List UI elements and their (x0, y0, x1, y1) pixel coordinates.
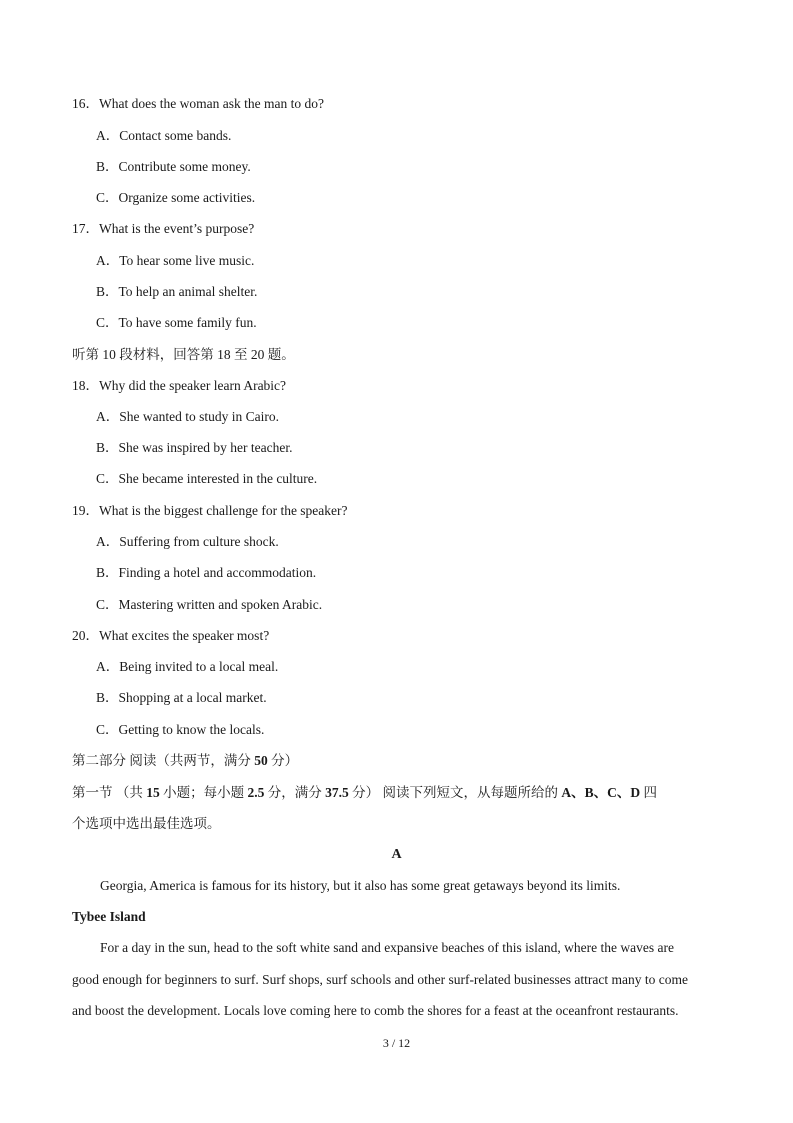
question-16-option-a: A．Contact some bands. (96, 128, 232, 143)
question-20-option-a: A．Being invited to a local meal. (96, 659, 279, 674)
section-one-heading-line2: 个选项中选出最佳选项。 (72, 816, 221, 831)
passage-heading: A (391, 847, 402, 862)
question-20-option-b: B．Shopping at a local market. (96, 690, 267, 705)
passage-paragraph-line-3: and boost the development. Locals love coming here to comb the shores for a feast at the oceanfront restaurants. (72, 1003, 679, 1018)
question-18-stem: 18．Why did the speaker learn Arabic? (72, 378, 287, 393)
passage-paragraph-line-2: good enough for beginners to surf. Surf shops, surf schools and other surf-related businesses attract many to come (72, 972, 688, 987)
question-19-stem: 19．What is the biggest challenge for the speaker? (72, 503, 348, 518)
page-number: 3 / 12 (382, 1036, 411, 1050)
section-one-total: 37.5 (325, 785, 349, 800)
part-two-title-a: 第二部分 阅读（共两节，满分 (72, 753, 255, 768)
question-16-option-c: C．Organize some activities. (96, 190, 256, 205)
question-20-option-c: C．Getting to know the locals. (96, 722, 265, 737)
question-19-option-a: A．Suffering from culture shock. (96, 534, 279, 549)
question-19-option-b: B．Finding a hotel and accommodation. (96, 565, 317, 580)
question-18-option-a: A．She wanted to study in Cairo. (96, 409, 279, 424)
part-two-title-b: 分） (267, 753, 299, 768)
question-17-stem: 17．What is the event’s purpose? (72, 221, 255, 236)
question-18-option-c: C．She became interested in the culture. (96, 471, 318, 486)
section-one-text-2: 小题；每小题 (159, 785, 248, 800)
section-one-each: 2.5 (247, 785, 265, 800)
section-one-text-5: 四 (640, 785, 658, 800)
question-19-option-c: C．Mastering written and spoken Arabic. (96, 597, 323, 612)
passage-paragraph-line-1: For a day in the sun, head to the soft white sand and expansive beaches of this island, where the waves are (100, 940, 674, 955)
part-two-score: 50 (254, 753, 268, 768)
section-one-text-4: 分） 阅读下列短文，从每题所给的 (348, 785, 562, 800)
section-one-text-1: 第一节 （共 (72, 785, 147, 800)
passage-subheading: Tybee Island (72, 909, 146, 924)
section-one-heading (72, 785, 657, 801)
question-16-option-b: B．Contribute some money. (96, 159, 251, 174)
passage-intro: Georgia, America is famous for its history, but it also has some great getaways beyond its limits. (100, 878, 621, 893)
question-18-option-b: B．She was inspired by her teacher. (96, 440, 293, 455)
question-17-option-b: B．To help an animal shelter. (96, 284, 258, 299)
question-16-stem: 16．What does the woman ask the man to do? (72, 96, 324, 111)
section-one-count: 15 (146, 785, 160, 800)
question-20-stem: 20．What excites the speaker most? (72, 628, 270, 643)
question-17-option-c: C．To have some family fun. (96, 315, 257, 330)
question-17-option-a: A．To hear some live music. (96, 253, 255, 268)
listening-instruction: 听第 10 段材料，回答第 18 至 20 题。 (72, 347, 295, 362)
section-one-choices: A、B、C、D (561, 785, 641, 800)
part-two-heading (72, 753, 298, 769)
section-one-text-3: 分，满分 (264, 785, 326, 800)
